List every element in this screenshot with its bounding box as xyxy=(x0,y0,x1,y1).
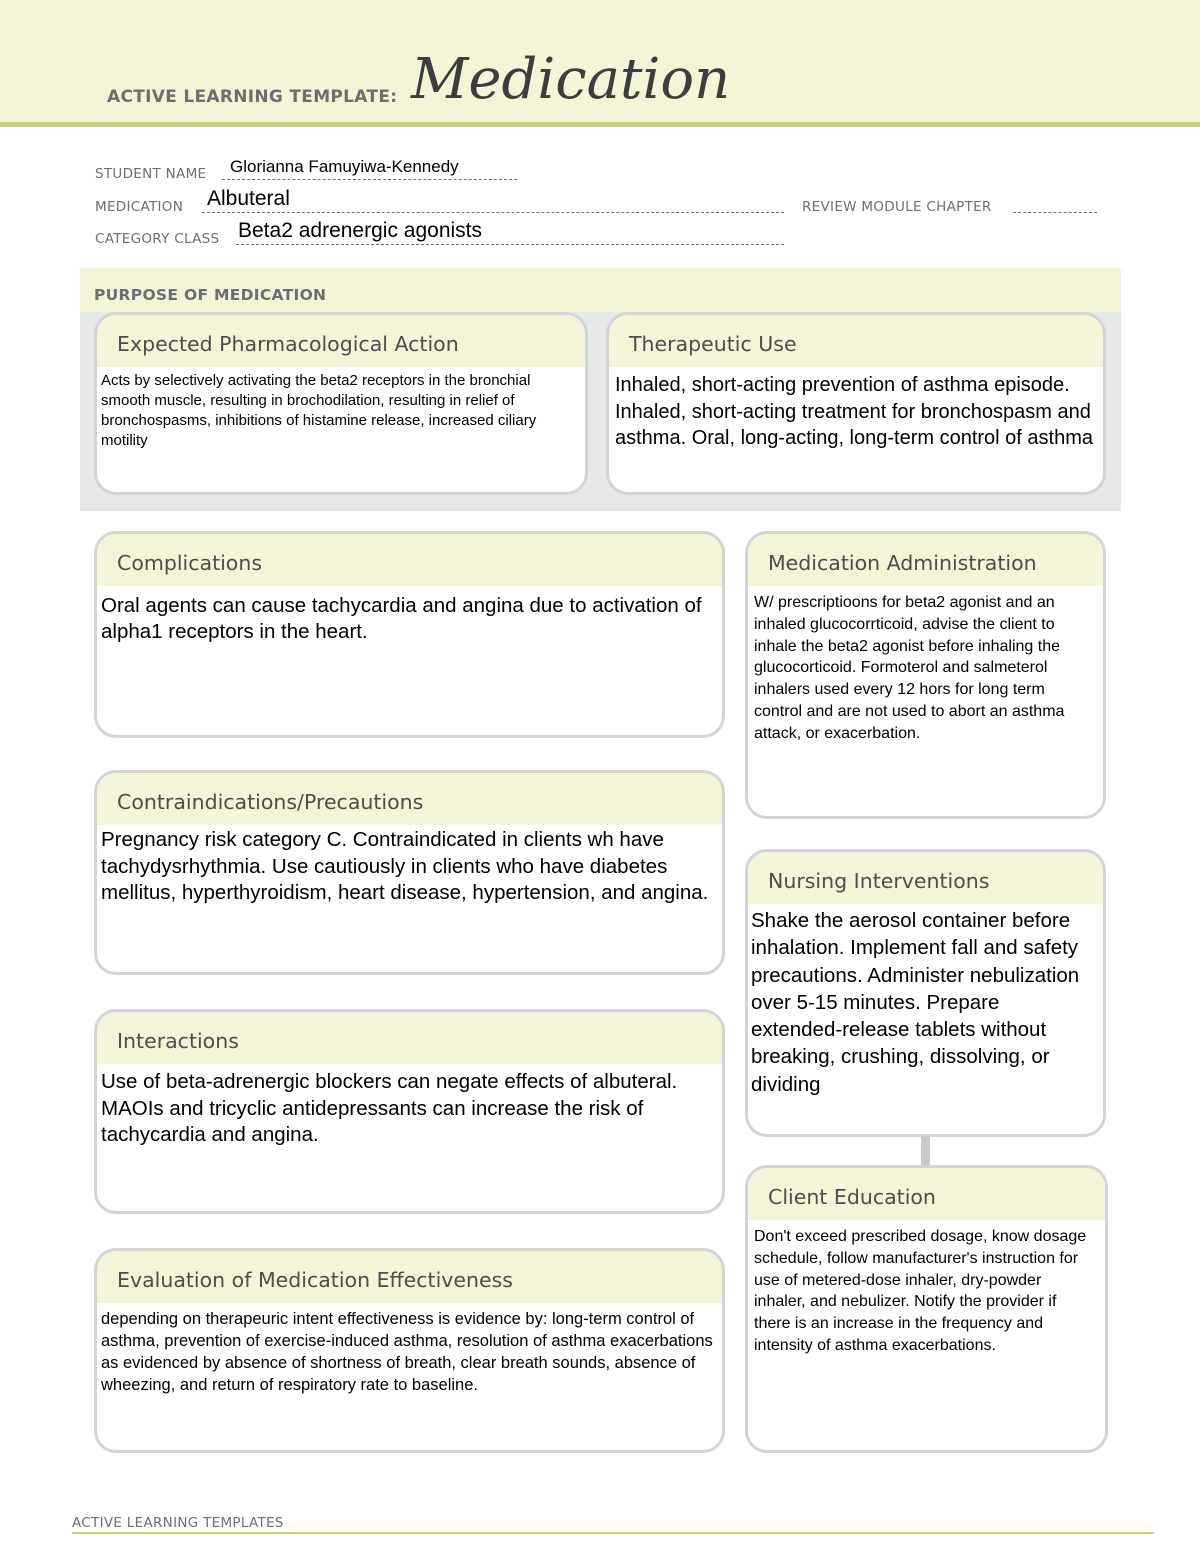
category-class-field[interactable]: Beta2 adrenergic agonists xyxy=(238,219,482,242)
administration-text[interactable]: W/ prescriptioons for beta2 agonist and an inhaled glucocorrticoid, advise the client to inhale the beta2 agonist before inhaling the glucocorticoid. Formoterol and salmeterol inhalers used every 12 hors for long term control and are not used to abort an asthma attack, or exacerbation. xyxy=(754,594,1065,742)
interactions-box xyxy=(94,1009,725,1214)
evaluation-text[interactable]: depending on therapeuric intent effectiveness is evidence by: long-term control of asthma, prevention of exercise-induced asthma, resolution of asthma exacerbations as evidenced by absence of shortness of breath, clear breath sounds, absence of wheezing, and return of respiratory rate to baseline. xyxy=(101,1310,713,1394)
complications-title: Complications xyxy=(117,551,263,575)
administration-title: Medication Administration xyxy=(768,551,1037,575)
footer-divider xyxy=(72,1532,1154,1534)
education-text[interactable]: Don't exceed prescribed dosage, know dosage schedule, follow manufacturer's instruction for use of metered-dose inhaler, dry-powder inhaler, and nebulizer. Notify the provider if there is an increase in the frequency and intensity of asthma exacerbations. xyxy=(754,1228,1087,1354)
review-module-label: REVIEW MODULE CHAPTER xyxy=(802,199,992,215)
footer-label: ACTIVE LEARNING TEMPLATES xyxy=(72,1515,284,1531)
student-name-line xyxy=(222,179,517,180)
contraindications-text[interactable]: Pregnancy risk category C. Contraindicated in clients wh have tachydysrhythmia. Use cautiously in clients who have diabetes mellitus, hyperthyroidism, heart disease, hypertension, and angina. xyxy=(101,828,709,904)
therapeutic-use-title: Therapeutic Use xyxy=(629,332,797,356)
medication-line xyxy=(202,212,784,213)
expected-action-box xyxy=(94,312,588,495)
purpose-label: PURPOSE OF MEDICATION xyxy=(94,286,327,304)
evaluation-title: Evaluation of Medication Effectiveness xyxy=(117,1268,513,1292)
interactions-text[interactable]: Use of beta-adrenergic blockers can negate effects of albuteral. MAOIs and tricyclic antidepressants can increase the risk of tachycardia and angina. xyxy=(101,1070,678,1146)
education-title: Client Education xyxy=(768,1185,936,1209)
template-title: Medication xyxy=(411,47,731,112)
nursing-education-connector xyxy=(921,1136,930,1166)
review-module-field[interactable] xyxy=(1013,212,1097,213)
contraindications-title: Contraindications/Precautions xyxy=(117,790,424,814)
nursing-box xyxy=(745,849,1106,1137)
template-label: ACTIVE LEARNING TEMPLATE: xyxy=(107,87,398,107)
therapeutic-use-text[interactable]: Inhaled, short-acting prevention of asthma episode. Inhaled, short-acting treatment for bronchospasm and asthma. Oral, long-acting, long-term control of asthma xyxy=(615,374,1093,449)
nursing-text[interactable]: Shake the aerosol container before inhalation. Implement fall and safety precautions. Administer nebulization over 5-15 minutes. Prepare extended-release tablets without breaking, crushing, dissolving, or dividing xyxy=(751,909,1080,1096)
title-divider xyxy=(0,122,1200,127)
administration-box xyxy=(745,531,1106,819)
expected-action-title: Expected Pharmacological Action xyxy=(117,332,459,356)
complications-box xyxy=(94,531,725,738)
education-box xyxy=(745,1165,1108,1453)
category-class-label: CATEGORY CLASS xyxy=(95,231,220,247)
student-name-label: STUDENT NAME xyxy=(95,166,207,182)
contraindications-box xyxy=(94,770,725,975)
interactions-title: Interactions xyxy=(117,1029,239,1053)
complications-text[interactable]: Oral agents can cause tachycardia and angina due to activation of alpha1 receptors in the heart. xyxy=(101,594,702,643)
medication-field[interactable]: Albuteral xyxy=(207,187,290,210)
student-name-field[interactable]: Glorianna Famuyiwa-Kennedy xyxy=(230,157,459,176)
therapeutic-use-box xyxy=(606,312,1106,495)
expected-action-text[interactable]: Acts by selectively activating the beta2 receptors in the bronchial smooth muscle, resulting in brochodilation, resulting in relief of bronchospasms, inhibitions of histamine release, increased ciliary motility xyxy=(101,372,537,449)
evaluation-box xyxy=(94,1248,725,1453)
medication-label: MEDICATION xyxy=(95,199,184,215)
nursing-title: Nursing Interventions xyxy=(768,869,990,893)
category-class-line xyxy=(236,244,784,245)
